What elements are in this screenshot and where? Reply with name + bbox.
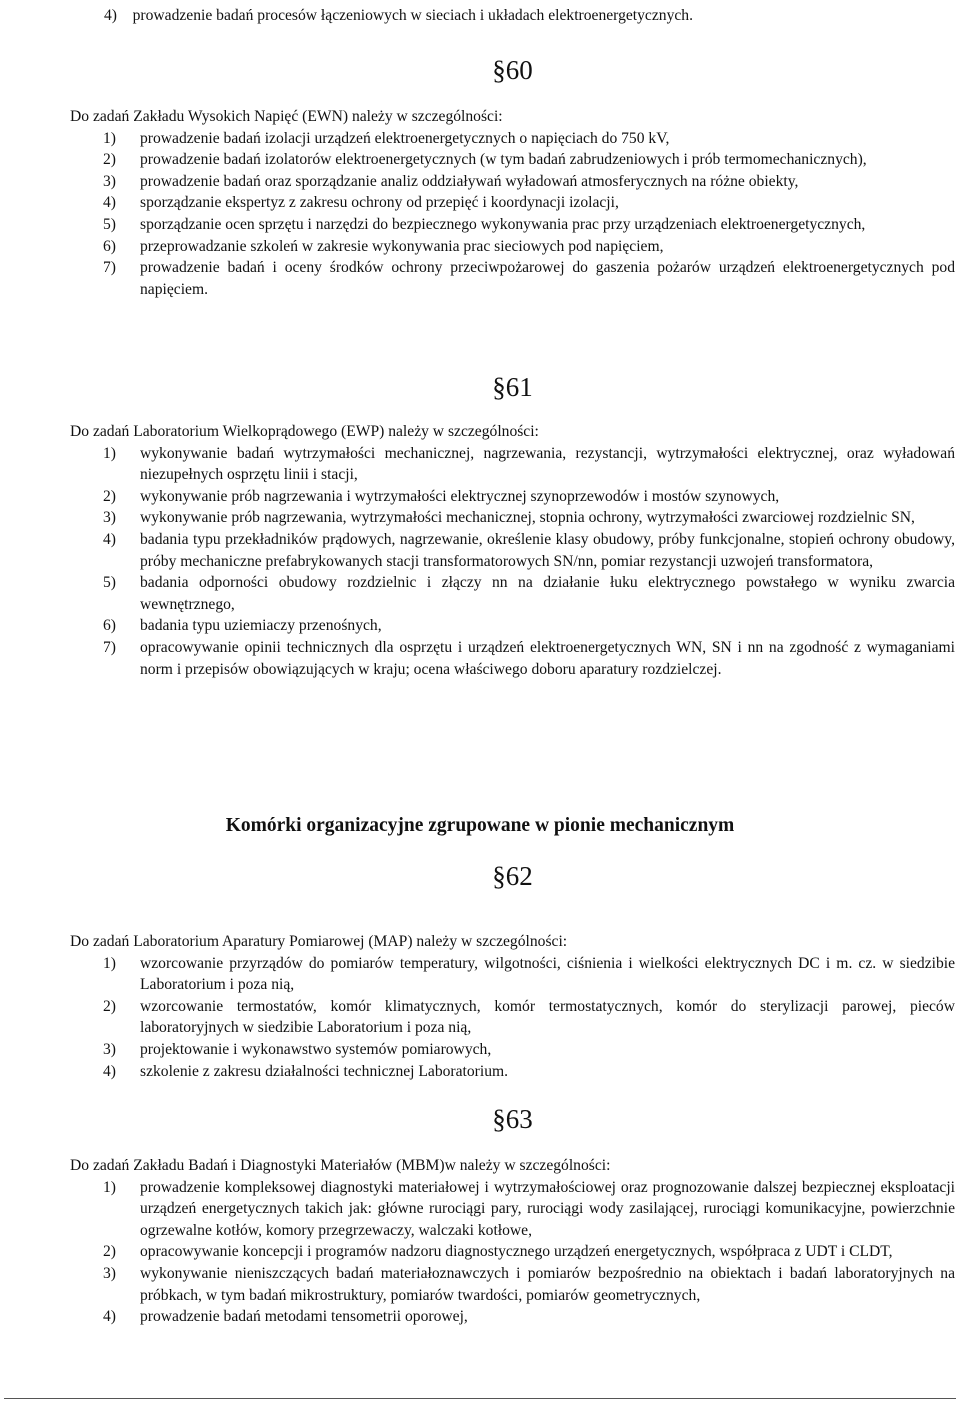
list-item-text: wykonywanie badań wytrzymałości mechanicznej, nagrzewania, rezystancji, wytrzymałości elektrycznej, oraz wyładowań niezupełnych osprzętu linii i stacji, [140, 444, 955, 484]
section-intro: Do zadań Laboratorium Aparatury Pomiarowej (MAP) należy w szczególności: [70, 933, 568, 950]
continued-list-item [104, 5, 693, 27]
section-intro: Do zadań Zakładu Wysokich Napięć (EWN) należy w szczególności: [70, 108, 503, 125]
list-item-text: prowadzenie kompleksowej diagnostyki materiałowej i wytrzymałościowej oraz prognozowanie dalszej bezpiecznej eksploatacji urządzeń energetycznych takich jak: główne rurociągi pary, rurociągi wody zasilającej, rurociągi komunikacyjne, powierzchnie ogrzewalne kotłów, komory przegrzewaczy, walczaki kotłowe, [140, 1178, 955, 1239]
list-item-number: 6) [103, 237, 116, 255]
task-list [70, 1177, 955, 1328]
list-item [70, 1263, 955, 1306]
list-item-number: 4) [103, 1308, 116, 1326]
list-item [70, 529, 955, 572]
list-item [70, 257, 955, 300]
list-item-text: wykonywanie prób nagrzewania i wytrzymałości elektrycznej szynoprzewodów i mostów szynowych, [140, 487, 780, 505]
list-item-text: prowadzenie badań izolatorów elektroenergetycznych (w tym badań zabrudzeniowych i prób termomechanicznych), [140, 151, 867, 169]
list-item-number: 3) [103, 172, 116, 190]
list-item-number: 1) [103, 444, 116, 462]
list-item-text: prowadzenie badań metodami tensometrii oporowej, [140, 1308, 468, 1326]
list-item [70, 1177, 955, 1242]
section-63 [70, 1104, 955, 1328]
list-item-number: 5) [103, 574, 116, 592]
division-heading: Komórki organizacyjne zgrupowane w pionie mechanicznym [225, 815, 735, 836]
section-61 [70, 372, 955, 680]
list-item-number: 2) [103, 997, 116, 1015]
list-item-number: 3) [103, 1040, 116, 1058]
list-item [70, 236, 955, 258]
list-item-text: przeprowadzanie szkoleń w zakresie wykonywania prac sieciowych pod napięciem, [140, 237, 664, 255]
list-item [70, 149, 955, 171]
list-item-number: 1) [103, 954, 116, 972]
section-62 [70, 861, 955, 1082]
paragraph-number: §60 [492, 55, 533, 85]
task-list [70, 953, 955, 1083]
list-item [70, 1039, 955, 1061]
list-item-text: wzorcowanie termostatów, komór klimatycznych, komór termostatycznych, komór do sterylizacji parowej, pieców laboratoryjnych w siedzibie Laboratorium i poza nią, [140, 997, 955, 1037]
list-item-text: prowadzenie badań izolacji urządzeń elektroenergetycznych o napięciach do 750 kV, [140, 129, 670, 147]
list-item [70, 507, 955, 529]
list-item-text: badania typu przekładników prądowych, nagrzewanie, określenie klasy obudowy, próby funkcjonalne, stopień ochrony obudowy, próby mechaniczne prefabrykowanych stacji transformatorowych SN/nn, pomiar rezystancji uzwojeń transformatora, [140, 530, 955, 570]
page-bottom-rule [4, 1398, 956, 1399]
list-item-text: wykonywanie prób nagrzewania, wytrzymałości mechanicznej, stopnia ochrony, wytrzymałości zwarciowej rozdzielnic SN, [140, 509, 915, 527]
list-item-number: 4) [103, 530, 116, 548]
list-item-number: 3) [103, 1264, 116, 1282]
list-item-text: prowadzenie badań procesów łączeniowych w sieciach i układach elektroenergetycznych. [132, 7, 693, 24]
list-item-text: opracowywanie koncepcji i programów nadzoru diagnostycznego urządzeń energetycznych, współpraca z UDT i CLDT, [140, 1243, 893, 1261]
list-item [70, 171, 955, 193]
paragraph-number: §62 [492, 861, 533, 891]
task-list [70, 443, 955, 681]
section-intro: Do zadań Laboratorium Wielkoprądowego (EWP) należy w szczególności: [70, 423, 539, 440]
list-item-number: 2) [103, 1243, 116, 1261]
list-item-number: 2) [103, 487, 116, 505]
list-item-number: 1) [103, 129, 116, 147]
list-item-text: szkolenie z zakresu działalności technicznej Laboratorium. [140, 1062, 509, 1080]
list-item-text: sporządzanie ekspertyz z zakresu ochrony od przepięć i koordynacji izolacji, [140, 194, 619, 212]
list-item [70, 486, 955, 508]
list-item-number: 4) [103, 1062, 116, 1080]
list-item-text: projektowanie i wykonawstwo systemów pomiarowych, [140, 1040, 492, 1058]
list-item [70, 1061, 955, 1083]
list-item [70, 443, 955, 486]
list-item [70, 572, 955, 615]
list-item-text: opracowywanie opinii technicznych dla osprzętu i urządzeń elektroenergetycznych WN, SN i nn na zgodność z wymaganiami norm i przepisów obowiązujących w kraju; ocena właściwego doboru aparatury rozdzielczej. [140, 638, 955, 678]
list-item-text: badania typu uziemiaczy przenośnych, [140, 617, 382, 635]
section-60 [70, 55, 955, 300]
list-item-number: 2) [103, 151, 116, 169]
list-item-number: 3) [103, 509, 116, 527]
list-item-number: 1) [103, 1178, 116, 1196]
paragraph-number: §63 [492, 1104, 533, 1134]
list-item-number: 6) [103, 617, 116, 635]
task-list [70, 128, 955, 301]
list-item [70, 214, 955, 236]
list-item-text: wzorcowanie przyrządów do pomiarów temperatury, wilgotności, ciśnienia i wielkości elektrycznych DC i m. cz. w siedzibie Laboratorium i poza nią, [140, 954, 955, 994]
list-item-text: prowadzenie badań oraz sporządzanie analiz oddziaływań wyładowań atmosferycznych na różne obiekty, [140, 172, 799, 190]
paragraph-number: §61 [492, 372, 533, 402]
list-item [70, 615, 955, 637]
list-item-text: prowadzenie badań i oceny środków ochrony przeciwpożarowej do gaszenia pożarów urządzeń elektroenergetycznych pod napięciem. [140, 259, 955, 298]
list-item-number: 4) [104, 7, 117, 24]
list-item-number: 5) [103, 215, 116, 233]
list-item [70, 996, 955, 1039]
list-item-text: wykonywanie nieniszczących badań materiałoznawczych i pomiarów bezpośrednio na obiektach i badań laboratoryjnych na próbkach, w tym badań mikrostruktury, pomiarów twardości, pomiarów geometrycznych, [140, 1264, 955, 1304]
list-item-number: 7) [103, 259, 116, 277]
list-item [70, 128, 955, 150]
list-item [70, 637, 955, 680]
list-item-number: 7) [103, 638, 116, 656]
list-item [70, 1306, 955, 1328]
list-item-text: sporządzanie ocen sprzętu i narzędzi do bezpiecznego wykonywania prac przy urządzeniach elektroenergetycznych, [140, 215, 866, 233]
list-item [70, 1241, 955, 1263]
list-item-text: badania odporności obudowy rozdzielnic i złączy nn na działanie łuku elektrycznego powstałego w wyniku zwarcia wewnętrznego, [140, 574, 955, 613]
list-item-number: 4) [103, 194, 116, 212]
list-item [70, 192, 955, 214]
section-intro: Do zadań Zakładu Badań i Diagnostyki Materiałów (MBM)w należy w szczególności: [70, 1157, 611, 1174]
list-item [70, 953, 955, 996]
